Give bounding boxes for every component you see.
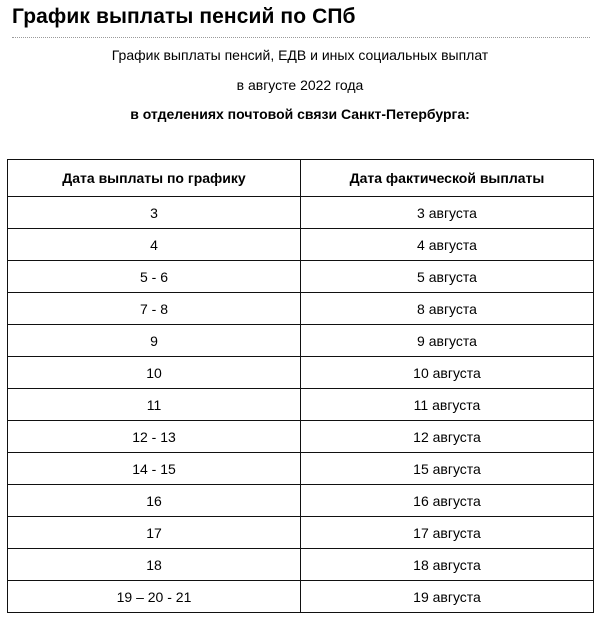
table-row xyxy=(8,325,594,357)
actual-date-cell: 9 августа xyxy=(301,325,594,357)
table-row xyxy=(8,229,594,261)
table-header-row xyxy=(8,160,594,197)
actual-date-cell: 4 августа xyxy=(301,229,594,261)
actual-date-cell: 5 августа xyxy=(301,261,594,293)
scheduled-date-cell: 5 - 6 xyxy=(8,261,301,293)
table-row xyxy=(8,453,594,485)
table-row xyxy=(8,421,594,453)
scheduled-date-cell: 12 - 13 xyxy=(8,421,301,453)
scheduled-date-cell: 10 xyxy=(8,357,301,389)
scheduled-date-cell: 17 xyxy=(8,517,301,549)
table-row xyxy=(8,261,594,293)
scheduled-date-cell: 3 xyxy=(8,197,301,229)
actual-date-cell: 12 августа xyxy=(301,421,594,453)
page-title: График выплаты пенсий по СПб xyxy=(12,5,356,28)
table-row xyxy=(8,485,594,517)
actual-date-cell: 15 августа xyxy=(301,453,594,485)
actual-date-cell: 10 августа xyxy=(301,357,594,389)
table-row xyxy=(8,389,594,421)
table-row xyxy=(8,517,594,549)
column-header-scheduled-date: Дата выплаты по графику xyxy=(8,160,301,197)
actual-date-cell: 19 августа xyxy=(301,581,594,613)
actual-date-cell: 16 августа xyxy=(301,485,594,517)
table-row xyxy=(8,581,594,613)
actual-date-cell: 11 августа xyxy=(301,389,594,421)
actual-date-cell: 17 августа xyxy=(301,517,594,549)
title-divider xyxy=(12,37,590,38)
scheduled-date-cell: 16 xyxy=(8,485,301,517)
payment-schedule-table xyxy=(7,159,594,613)
scheduled-date-cell: 4 xyxy=(8,229,301,261)
scheduled-date-cell: 18 xyxy=(8,549,301,581)
column-header-actual-date: Дата фактической выплаты xyxy=(301,160,594,197)
scheduled-date-cell: 9 xyxy=(8,325,301,357)
table-row xyxy=(8,549,594,581)
scheduled-date-cell: 7 - 8 xyxy=(8,293,301,325)
table-row xyxy=(8,357,594,389)
actual-date-cell: 18 августа xyxy=(301,549,594,581)
table-row xyxy=(8,293,594,325)
intro-line-3: в отделениях почтовой связи Санкт-Петербурга: xyxy=(130,106,470,122)
intro-line-2: в августе 2022 года xyxy=(236,77,364,93)
actual-date-cell: 3 августа xyxy=(301,197,594,229)
scheduled-date-cell: 11 xyxy=(8,389,301,421)
scheduled-date-cell: 19 – 20 - 21 xyxy=(8,581,301,613)
table-row xyxy=(8,197,594,229)
actual-date-cell: 8 августа xyxy=(301,293,594,325)
intro-line-1: График выплаты пенсий, ЕДВ и иных социальных выплат xyxy=(111,47,489,63)
scheduled-date-cell: 14 - 15 xyxy=(8,453,301,485)
